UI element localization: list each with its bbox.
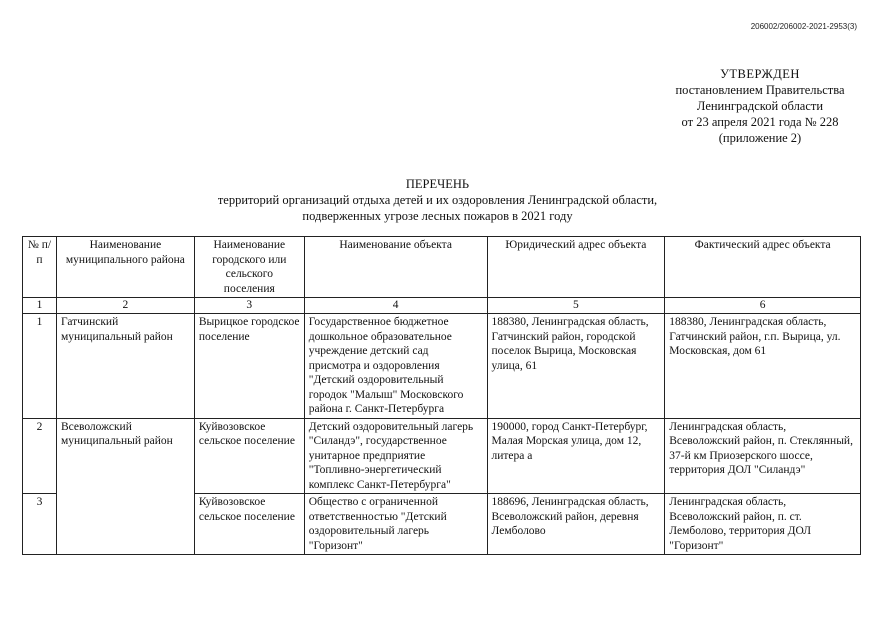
actual-address-cell: 188380, Ленинградская область, Гатчинский район, г.п. Вырица, ул. Московская, дом 61: [665, 314, 861, 419]
column-number-row: [23, 298, 861, 314]
heading-line: подверженных угрозе лесных пожаров в 2021 году: [302, 209, 573, 223]
approval-line: постановлением Правительства: [675, 83, 845, 97]
column-number: 1: [23, 298, 57, 314]
approval-line: (приложение 2): [718, 131, 802, 145]
row-number: 1: [23, 314, 57, 419]
header-cell: Фактический адрес объекта: [665, 237, 861, 298]
heading-line: территорий организаций отдыха детей и их оздоровления Ленинградской области,: [217, 193, 658, 207]
approval-title: УТВЕРЖДЕН: [720, 67, 800, 81]
settlement-cell: Куйвозовское сельское поселение: [194, 494, 304, 555]
approval-line: Ленинградской области: [696, 99, 824, 113]
heading-title: ПЕРЕЧЕНЬ: [405, 177, 470, 191]
column-number: 5: [487, 298, 665, 314]
table-header-row: [23, 237, 861, 298]
header-cell: Наименование городского или сельского поселения: [194, 237, 304, 298]
object-cell: Детский оздоровительный лагерь "Силандэ", государственное унитарное предприятие "Топливно-энергетический комплекс Санкт-Петербурга": [304, 418, 487, 494]
header-cell: Юридический адрес объекта: [487, 237, 665, 298]
document-id: 206002/206002-2021-2953(3): [750, 22, 857, 31]
table-row: [23, 418, 861, 494]
legal-address-cell: 188696, Ленинградская область, Всеволожский район, деревня Лемболово: [487, 494, 665, 555]
district-cell: Всеволожский муниципальный район: [56, 418, 194, 555]
column-number: 2: [56, 298, 194, 314]
district-cell: Гатчинский муниципальный район: [56, 314, 194, 419]
document-heading: [0, 176, 875, 224]
row-number: 3: [23, 494, 57, 555]
row-number: 2: [23, 418, 57, 494]
object-cell: Общество с ограниченной ответственностью "Детский оздоровительный лагерь "Горизонт": [304, 494, 487, 555]
column-number: 3: [194, 298, 304, 314]
actual-address-cell: Ленинградская область, Всеволожский район, п. Стеклянный, 37-й км Приозерского шоссе, территория ДОЛ "Силандэ": [665, 418, 861, 494]
header-cell: Наименование объекта: [304, 237, 487, 298]
header-cell: Наименование муниципального района: [56, 237, 194, 298]
actual-address-cell: Ленинградская область, Всеволожский район, п. ст. Лемболово, территория ДОЛ "Горизонт": [665, 494, 861, 555]
object-cell: Государственное бюджетное дошкольное образовательное учреждение детский сад присмотра и оздоровления "Детский оздоровительный городок "Малыш" Московского района г. Санкт-Петербурга: [304, 314, 487, 419]
column-number: 4: [304, 298, 487, 314]
approval-line: от 23 апреля 2021 года № 228: [681, 115, 839, 129]
settlement-cell: Вырицкое городское поселение: [194, 314, 304, 419]
column-number: 6: [665, 298, 861, 314]
legal-address-cell: 188380, Ленинградская область, Гатчинский район, городской поселок Вырица, Московская улица, 61: [487, 314, 665, 419]
header-cell: № п/п: [23, 237, 57, 298]
legal-address-cell: 190000, город Санкт-Петербург, Малая Морская улица, дом 12, литера а: [487, 418, 665, 494]
territories-table: [22, 236, 861, 555]
table-row: [23, 314, 861, 419]
approval-block: [660, 66, 860, 146]
settlement-cell: Куйвозовское сельское поселение: [194, 418, 304, 494]
